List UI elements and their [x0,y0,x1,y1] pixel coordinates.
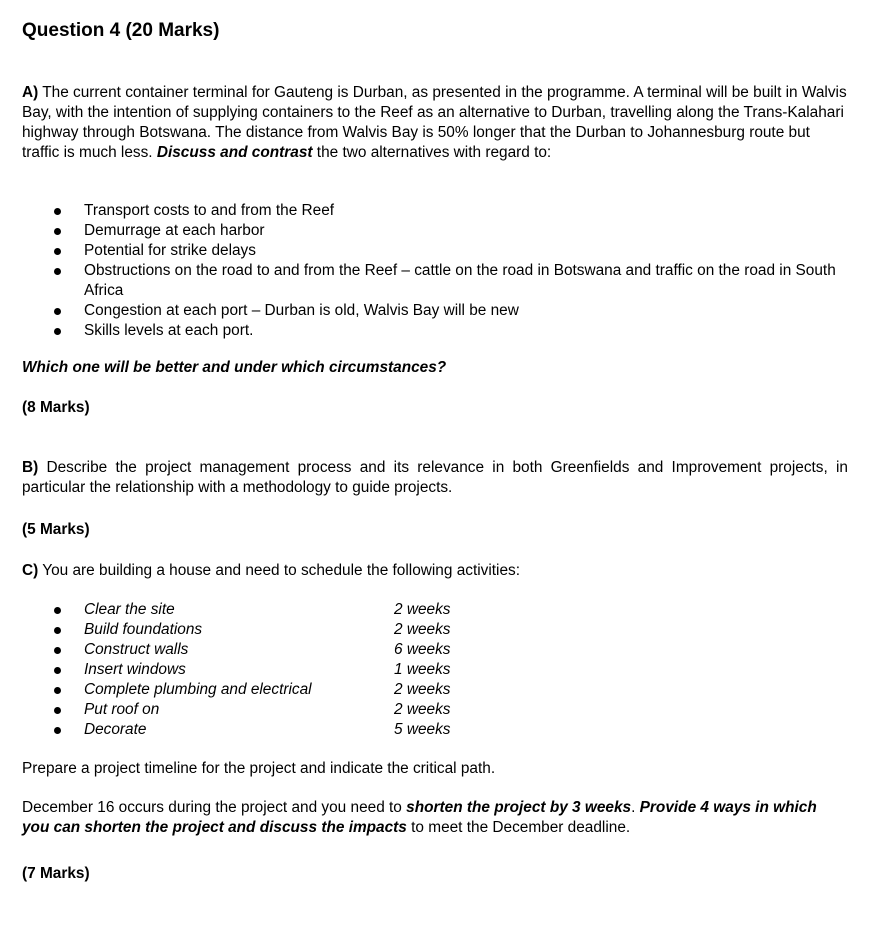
part-a-label: A) [22,84,39,101]
table-row [22,660,848,680]
activity-name: Decorate [84,721,147,738]
part-b-paragraph [22,458,848,498]
bullet-icon [54,328,61,335]
activity-duration: 5 weeks [394,721,451,738]
part-a-marks: (8 Marks) [22,399,90,416]
bullet-icon [54,727,61,734]
part-a-text-after: the two alternatives with regard to: [312,144,552,161]
part-c-intro: C) You are building a house and need to schedule the following activities: [22,562,520,579]
part-b-marks: (5 Marks) [22,521,90,538]
bullet-icon [54,228,61,235]
bullet-icon [54,647,61,654]
bullet-icon [54,627,61,634]
activity-duration: 2 weeks [394,601,451,618]
bullet-icon [54,667,61,674]
table-row [22,700,848,720]
table-row [22,680,848,700]
activity-name: Complete plumbing and electrical [84,681,312,698]
bullet-icon [54,687,61,694]
activity-name: Construct walls [84,641,189,658]
activity-name: Clear the site [84,601,175,618]
activity-duration: 6 weeks [394,641,451,658]
part-a-emphasis: Discuss and contrast [156,144,313,161]
part-c-deadline-paragraph: December 16 occurs during the project and you need to shorten the project by 3 weeks. Provide 4 ways in which you can shorten the project and discuss the impacts to meet the December deadline. [22,799,817,836]
table-row [22,620,848,640]
activity-duration: 2 weeks [394,681,451,698]
part-b-label: B) [22,459,39,476]
deadline-emphasis: shorten the project by 3 weeks [406,799,632,816]
question-title: Question 4 (20 Marks) [22,20,220,41]
list-item: Skills levels at each port. [22,321,848,341]
part-c-timeline-text: Prepare a project timeline for the project and indicate the critical path. [22,760,496,777]
list-item: Transport costs to and from the Reef [22,201,848,221]
part-c-label: C) [22,562,39,579]
part-a-question: Which one will be better and under which circumstances? [22,359,447,376]
table-row [22,720,848,740]
activity-name: Build foundations [84,621,203,638]
activity-name: Put roof on [84,701,160,718]
bullet-icon [54,308,61,315]
table-row [22,600,848,620]
activity-duration: 2 weeks [394,701,451,718]
list-item: Potential for strike delays [22,241,848,261]
table-row [22,640,848,660]
part-b-text: Describe the project management process and its relevance in both Greenfields and Improvement projects, in particular the relationship with a methodology to guide projects. [22,459,848,496]
activity-schedule-list [22,600,848,740]
part-c-marks: (7 Marks) [22,865,90,882]
bullet-icon [54,607,61,614]
bullet-icon [54,707,61,714]
activity-duration: 2 weeks [394,621,451,638]
bullet-icon [54,248,61,255]
bullet-icon [54,208,61,215]
part-a-paragraph [22,83,848,163]
part-a-text-before: The current container terminal for Gauteng is Durban, as presented in the programme. A terminal will be built in Walvis Bay, with the intention of supplying containers to the Reef as an alternative to Durban, travelling along the Trans-Kalahari highway through Botswana. The distance from Walvis Bay is 50% longer that the Durban to Johannesburg route but traffic is much less. [22,84,847,161]
activity-duration: 1 weeks [394,661,451,678]
list-item: Obstructions on the road to and from the Reef – cattle on the road in Botswana and traffic on the road in South Africa [22,261,848,301]
deadline-emphasis-2: Provide 4 ways in which you can shorten the project and discuss the impacts [22,799,817,836]
part-a-bullet-list [22,201,848,341]
bullet-icon [54,268,61,275]
activity-name: Insert windows [84,661,186,678]
list-item: Demurrage at each harbor [22,221,848,241]
list-item: Congestion at each port – Durban is old, Walvis Bay will be new [22,301,848,321]
